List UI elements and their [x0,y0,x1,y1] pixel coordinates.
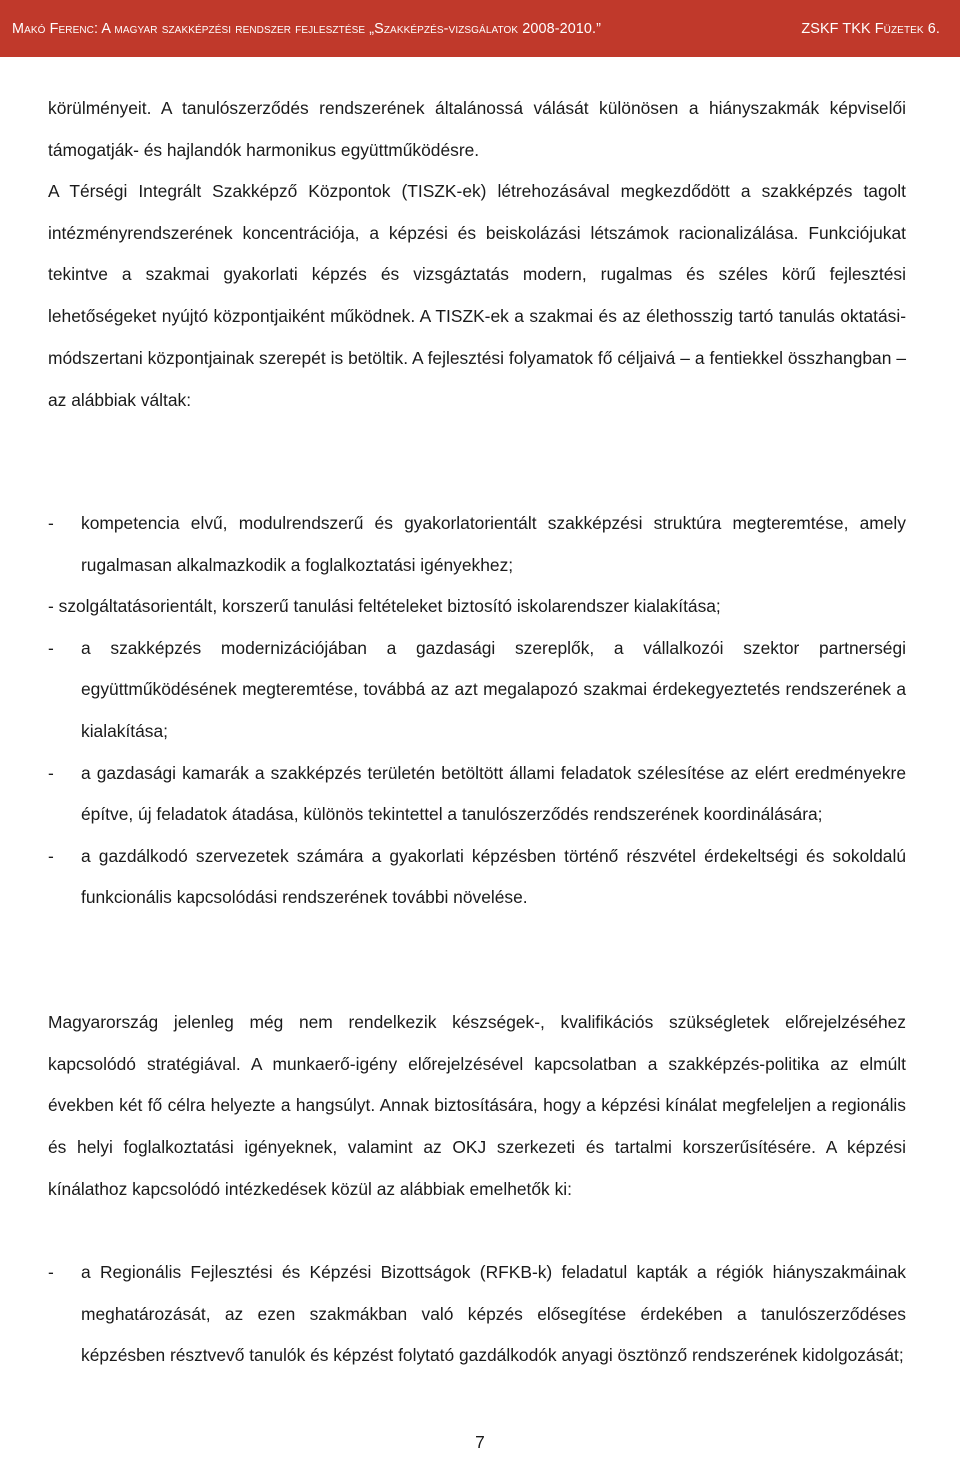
dash-marker: - [48,637,54,658]
list-item: - szolgáltatásorientált, korszerű tanulási feltételeket biztosító iskolarendszer kialakítása; [48,596,721,617]
dash-marker: - [48,845,54,866]
dash-marker: - [48,1262,54,1282]
list-item: - a Regionális Fejlesztési és Képzési Bizottságok (RFKB-k) feladatul kapták a régiók hiányszakmáinak meghatározását, az ezen szakmákban való képzés elősegítése érdekében a tanulószerződéses képzésben résztvevő tanulók és képzést folytató gazdálkodók anyagi ösztönző rendszerének kidolgozását; [48,1252,906,1377]
dash-marker: - [48,513,54,533]
list-item: - a szakképzés modernizációjában a gazdasági szereplők, a vállalkozói szektor partnerségi együttműködésének megteremtése, továbbá az azt megalapozó szakmai érdekegyeztetés rendszerének a kialakítása; [48,628,906,753]
list-item: - a gazdálkodó szervezetek számára a gyakorlati képzésben történő részvétel érdekeltségi és sokoldalú funkcionális kapcsolódási rendszerének további növelése. [48,836,906,919]
list-item: - kompetencia elvű, modulrendszerű és gyakorlatorientált szakképzési struktúra megteremtése, amely rugalmasan alkalmazkodik a foglalkoztatási igényekhez; [48,503,906,586]
page-number: 7 [475,1432,485,1452]
paragraph-3: Magyarország jelenleg még nem rendelkezik készségek-, kvalifikációs szükségletek előrejelzéséhez kapcsolódó stratégiával. A munkaerő-igény előrejelzésével kapcsolatban a szakképzés-politika az elmúlt években két fő célra helyezte a hangsúlyt. Annak biztosítására, hogy a képzési kínálat megfeleljen a regionális és helyi foglalkoztatási igényeknek, valamint az OKJ szerkezeti és tartalmi korszerűsítésére. A képzési kínálathoz kapcsolódó intézkedések közül az alábbiak emelhetők ki: [48,1012,906,1199]
running-header [0,0,960,57]
dash-marker: - [48,762,54,783]
header-title: Makó Ferenc: A magyar szakképzési rendszer fejlesztése „Szakképzés-vizsgálatok 2008-2010.” [12,20,601,37]
goals-list [48,503,906,919]
header-series: ZSKF TKK Füzetek 6. [801,20,940,37]
paragraph-1: körülményeit. A tanulószerződés rendszerének általánossá válását különösen a hiányszakmák képviselői támogatják- és hajlandók harmonikus együttműködésre. [48,98,906,160]
measures-list [48,1252,906,1377]
paragraph-2: A Térségi Integrált Szakképző Központok (TISZK-ek) létrehozásával megkezdődött a szakképzés tagolt intézményrendszerének koncentrációja, a képzési és beiskolázási létszámok racionalizálása. Funkciójukat tekintve a szakmai gyakorlati képzés és vizsgáztatás modern, rugalmas és széles körű fejlesztési lehetőségeket nyújtó központjaiként működnek. A TISZK-ek a szakmai és az élethosszig tartó tanulás oktatási-módszertani központjainak szerepét is betöltik. A fejlesztési folyamatok fő céljaivá – a fentiekkel összhangban – az alábbiak váltak: [48,181,906,410]
list-item: - a gazdasági kamarák a szakképzés területén betöltött állami feladatok szélesítése az elért eredményekre építve, új feladatok átadása, különös tekintettel a tanulószerződés rendszerének koordinálására; [48,753,906,836]
